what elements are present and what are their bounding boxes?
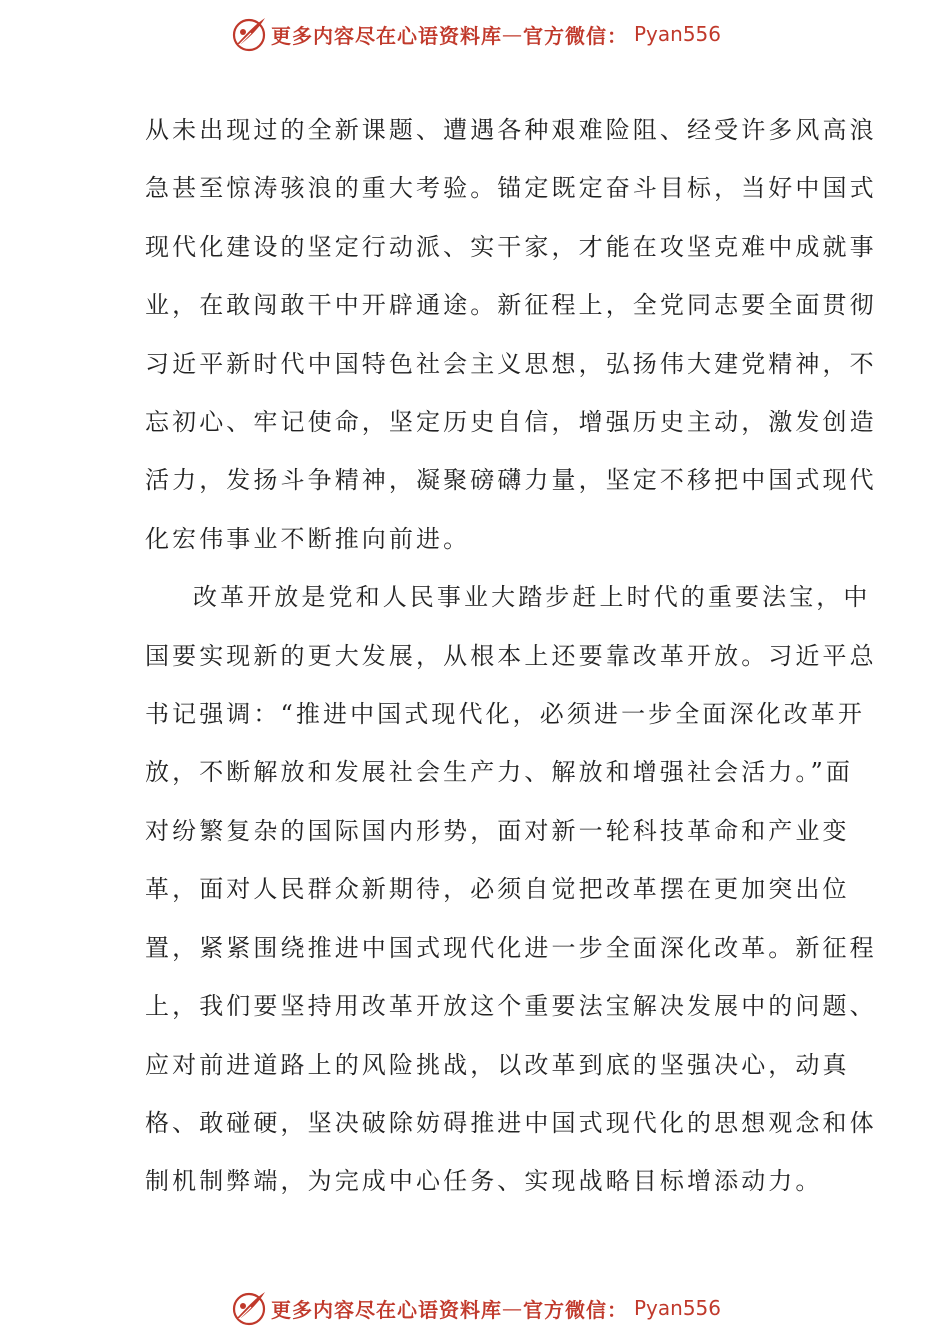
- text-line: 改革开放是党和人民事业大踏步赶上时代的重要法宝，中: [193, 583, 871, 612]
- text-line: 上，我们要坚持用改革开放这个重要法宝解决发展中的问题、: [145, 992, 877, 1021]
- text-line: 应对前进道路上的风险挑战，以改革到底的坚强决心，动真: [145, 1050, 850, 1079]
- text-line: 忘初心、牢记使命，坚定历史自信，增强历史主动，激发创造: [145, 408, 877, 437]
- header-wechat-label: 官方微信：: [522, 23, 628, 48]
- text-line: 放，不断解放和发展社会生产力、解放和增强社会活力。”面: [145, 758, 853, 787]
- text-line: 急甚至惊涛骇浪的重大考验。锚定既定奋斗目标，当好中国式: [145, 174, 877, 203]
- quill-circle-logo-icon: [229, 1288, 269, 1328]
- text-line: 书记强调：“推进中国式现代化，必须进一步全面深化改革开: [145, 700, 865, 729]
- footer-separator: —: [501, 1296, 523, 1320]
- document-body: [145, 101, 877, 1211]
- header-wechat-id: Pyan556: [633, 22, 721, 46]
- text-line: 格、敢碰硬，坚决破除妨碍推进中国式现代化的思想观念和体: [145, 1108, 877, 1137]
- text-line: 业，在敢闯敢干中开辟通途。新征程上，全党同志要全面贯彻: [145, 291, 877, 320]
- text-line: 对纷繁复杂的国际国内形势，面对新一轮科技革命和产业变: [145, 816, 850, 845]
- paragraph-1: [145, 101, 877, 568]
- text-line: 国要实现新的更大发展，从根本上还要靠改革开放。习近平总: [145, 641, 877, 670]
- header-separator: —: [501, 22, 523, 46]
- header-banner: [0, 14, 950, 54]
- text-line: 革，面对人民群众新期待，必须自觉把改革摆在更加突出位: [145, 875, 850, 904]
- text-line: 置，紧紧围绕推进中国式现代化进一步全面深化改革。新征程: [145, 933, 877, 962]
- paragraph-2: [145, 568, 877, 1210]
- text-line: 活力，发扬斗争精神，凝聚磅礴力量，坚定不移把中国式现代: [145, 466, 877, 495]
- text-line: 从未出现过的全新课题、遭遇各种艰难险阻、经受许多风高浪: [145, 116, 877, 144]
- text-line: 化宏伟事业不断推向前进。: [145, 524, 471, 553]
- header-promo-text: 更多内容尽在心语资料库: [270, 23, 502, 48]
- footer-wechat-label: 官方微信：: [522, 1297, 628, 1322]
- text-line: 制机制弊端，为完成中心任务、实现战略目标增添动力。: [145, 1167, 823, 1196]
- text-line: 现代化建设的坚定行动派、实干家，才能在攻坚克难中成就事: [145, 232, 877, 261]
- footer-wechat-id: Pyan556: [633, 1296, 721, 1320]
- footer-promo-text: 更多内容尽在心语资料库: [270, 1297, 502, 1322]
- text-line: 习近平新时代中国特色社会主义思想，弘扬伟大建党精神，不: [145, 349, 877, 378]
- quill-circle-logo-icon: [229, 14, 269, 54]
- footer-banner: [0, 1288, 950, 1328]
